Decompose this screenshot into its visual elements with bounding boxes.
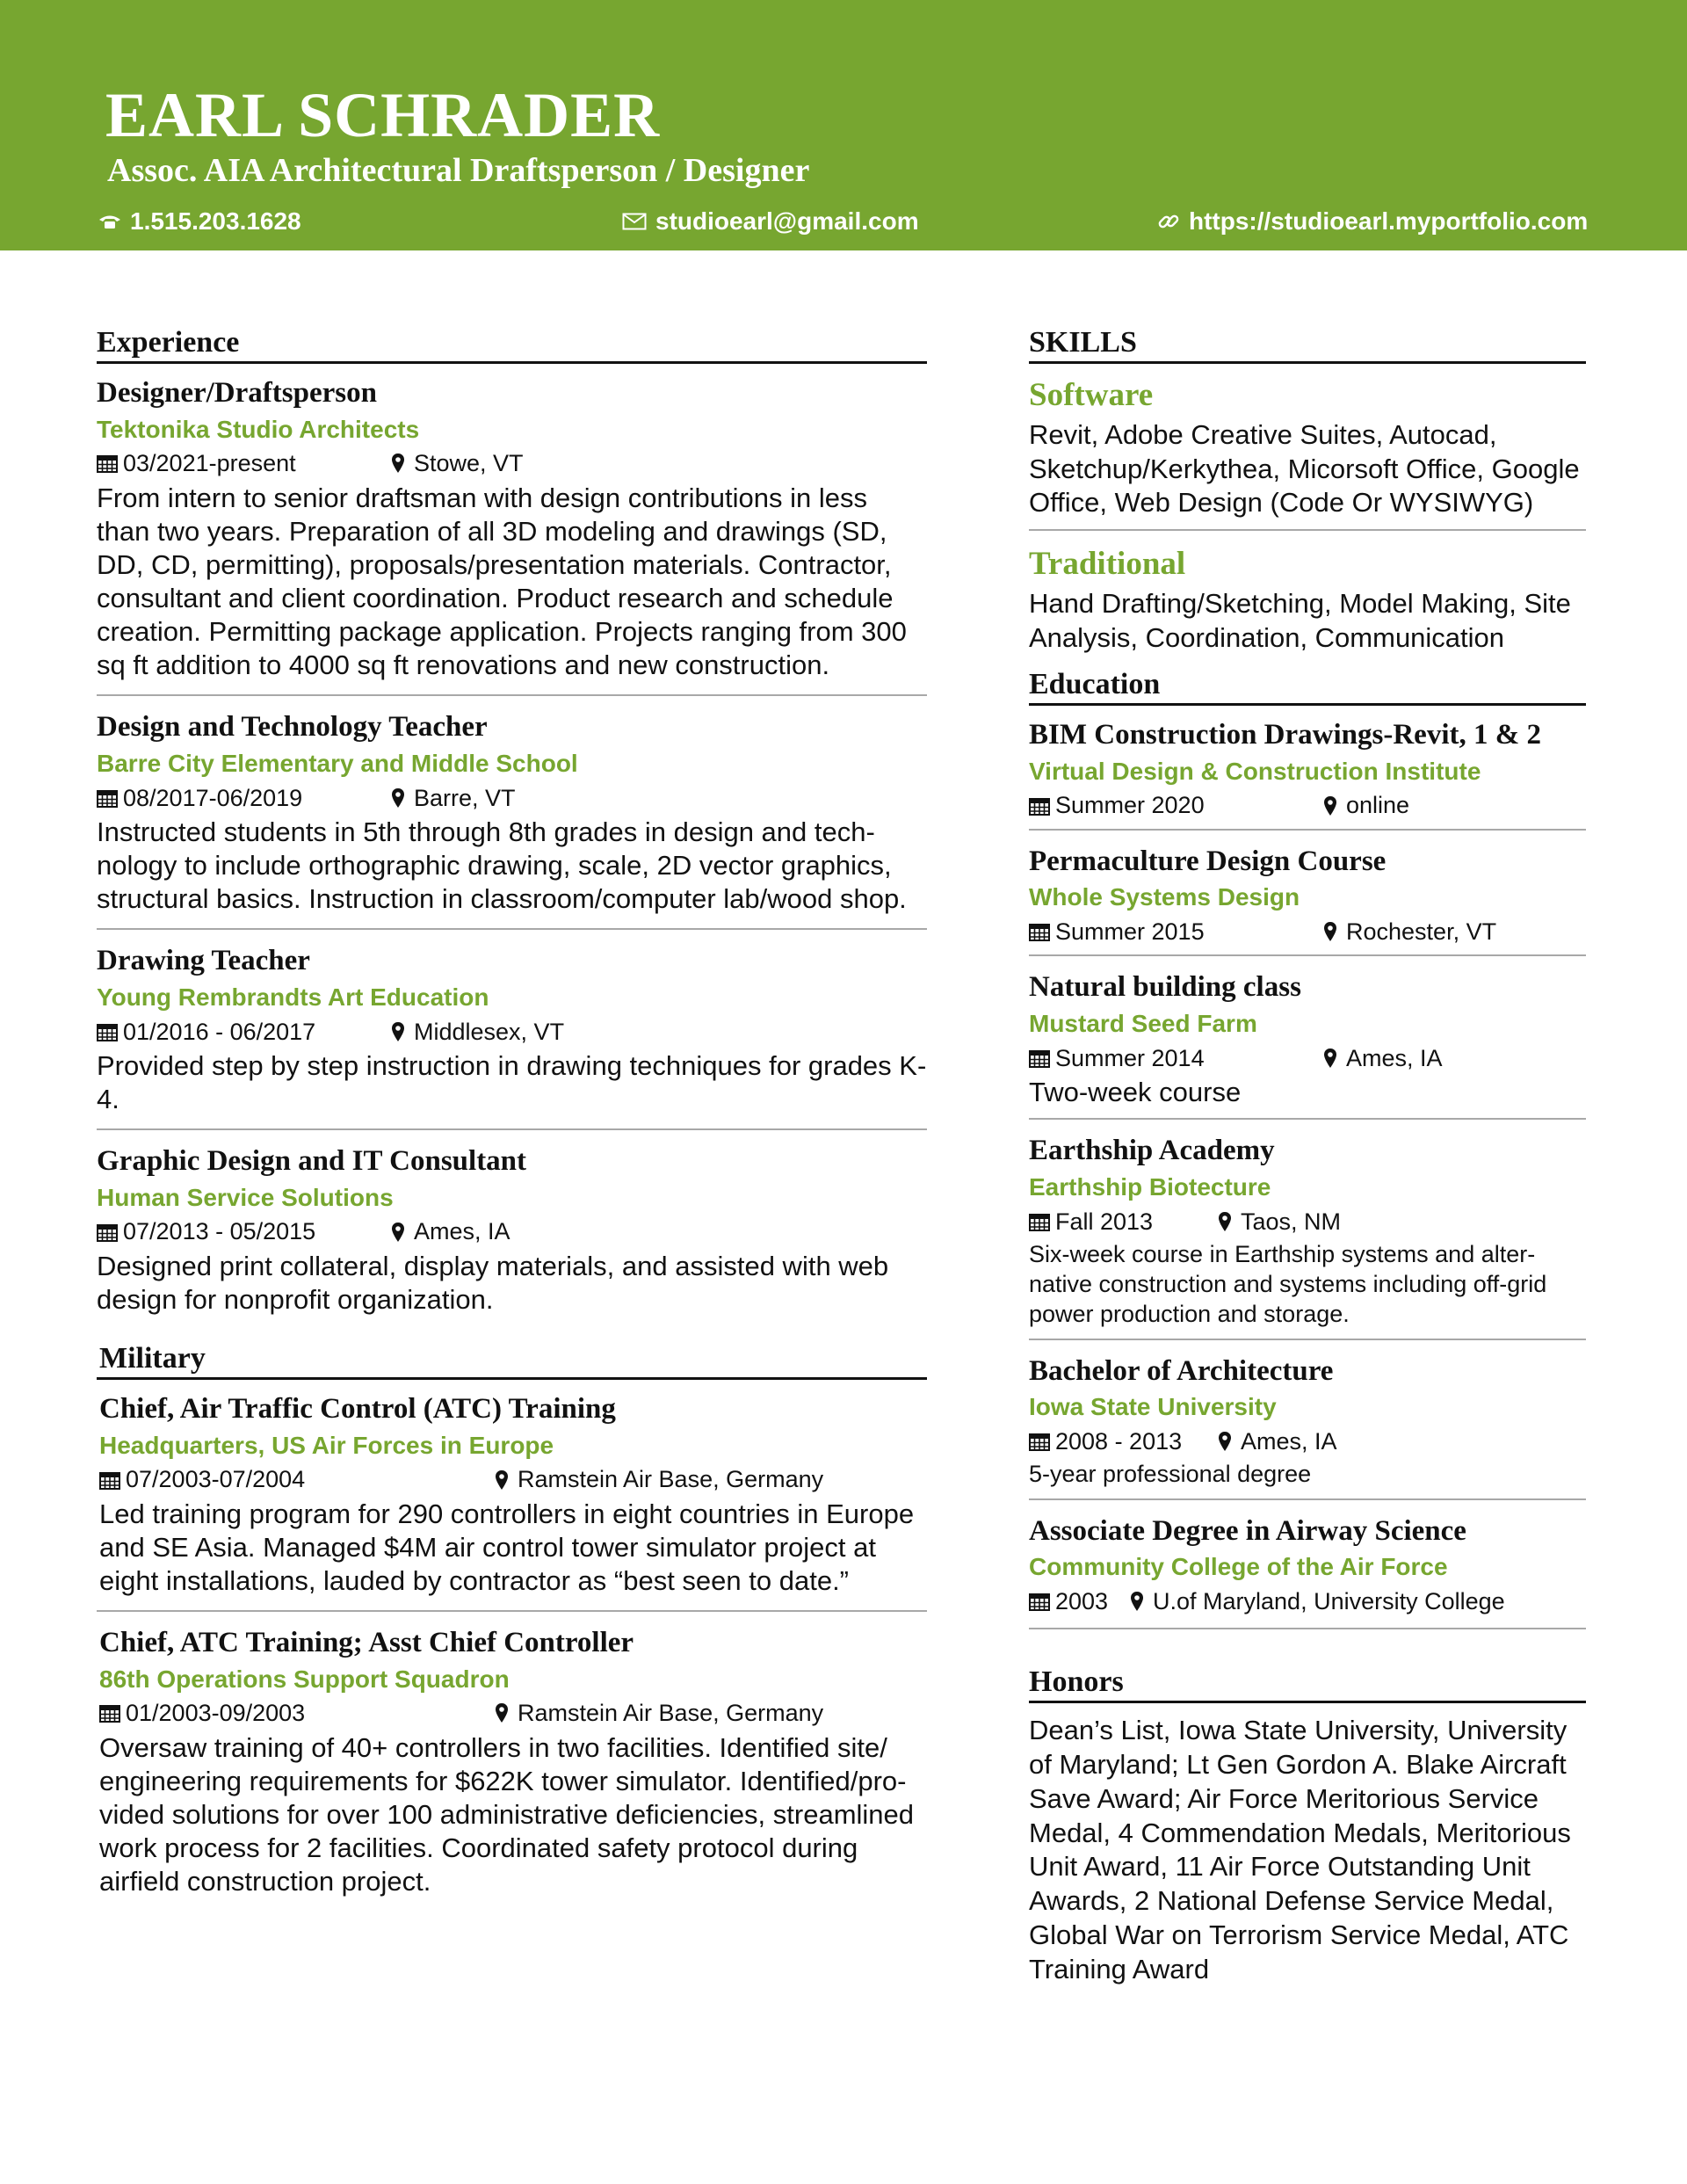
website-contact[interactable]: [1157, 209, 1588, 234]
course-meta: [1029, 791, 1586, 819]
course-date-group: [1029, 1208, 1218, 1236]
job-date: 03/2021-present: [123, 450, 296, 477]
map-pin-icon: [1130, 1591, 1144, 1612]
course-meta: [1029, 1044, 1586, 1072]
phone-icon: [98, 214, 121, 229]
job-date-group: [97, 1217, 391, 1245]
job-organization: Human Service Solutions: [97, 1183, 394, 1211]
experience-heading: Experience: [97, 325, 927, 364]
experience-entry: [97, 376, 927, 696]
calendar-icon: [97, 1223, 118, 1242]
course-date: Fall 2013: [1055, 1208, 1154, 1235]
map-pin-icon: [1218, 1211, 1232, 1232]
job-description: Designed print collateral, display materials, and assisted with web design for nonprofit organization.: [97, 1250, 889, 1315]
calendar-icon: [1029, 1592, 1050, 1611]
education-entry: [1029, 718, 1586, 831]
experience-entry: [97, 1144, 927, 1329]
job-title: Chief, Air Traffic Control (ATC) Training: [99, 1393, 616, 1426]
job-description: Oversaw training of 40+ controllers in two facilities. Identified site/ engineering requirements for $622K tower simulator. Identified/pro-vided solutions for over 100 administrative deficiencies, streamlined work process for 2 facilities. Coordinated safety protocol during airfield construction project.: [99, 1731, 915, 1897]
job-description: Provided step by step instruction in drawing techniques for grades K-4.: [97, 1049, 927, 1115]
job-organization: Headquarters, US Air Forces in Europe: [99, 1431, 554, 1459]
left-column: [97, 325, 927, 1925]
degree-date-group: [1029, 1427, 1218, 1455]
course-title: Earthship Academy: [1029, 1135, 1275, 1167]
course-title: Natural building class: [1029, 971, 1301, 1004]
skills-heading: SKILLS: [1029, 325, 1586, 364]
course-location: Taos, NM: [1241, 1208, 1342, 1235]
job-date-group: [99, 1465, 495, 1493]
degree-date: 2008 - 2013: [1055, 1427, 1183, 1455]
education-entry: [1029, 845, 1586, 957]
skills-traditional: [1029, 545, 1586, 655]
calendar-icon: [97, 453, 118, 473]
degree-title: Associate Degree in Airway Science: [1029, 1514, 1466, 1547]
email-link[interactable]: studioearl@gmail.com: [655, 207, 919, 235]
job-meta: [99, 1465, 927, 1493]
job-description: Instructed students in 5th through 8th grades in design and tech-nology to include orthographic drawing, scale, 2D vector graphics, structural basics. Instruction in classroom/computer lab/wood shop.: [97, 816, 907, 915]
envelope-icon: [622, 213, 647, 230]
calendar-icon: [1029, 1048, 1050, 1068]
skills-software: [1029, 376, 1586, 531]
education-entry: [1029, 970, 1586, 1120]
job-location: Ramstein Air Base, Germany: [518, 1700, 824, 1727]
job-date: 01/2016 - 06/2017: [123, 1018, 316, 1045]
calendar-icon: [1029, 1432, 1050, 1451]
job-title: Chief, ATC Training; Asst Chief Controller: [99, 1627, 634, 1659]
map-pin-icon: [391, 1021, 405, 1042]
course-meta: [1029, 918, 1586, 946]
institution: Mustard Seed Farm: [1029, 1009, 1257, 1037]
job-title: Graphic Design and IT Consultant: [97, 1145, 527, 1178]
degree-meta: [1029, 1587, 1586, 1615]
military-entry: [97, 1626, 927, 1911]
job-organization: 86th Operations Support Squadron: [99, 1665, 510, 1693]
honors-text: Dean’s List, Iowa State University, University of Maryland; Lt Gen Gordon A. Blake Aircraft Save Award; Air Force Meritorious Service Medal, 4 Commendation Medals, Meritorious Unit Award, 11 Air Force Outstanding Unit Awards, 2 National Defense Service Medal, Global War on Terrorism Service Medal, ATC Training Award: [1029, 1715, 1571, 1984]
degree-location: U.of Maryland, University College: [1153, 1587, 1505, 1614]
course-location: Ames, IA: [1346, 1044, 1443, 1071]
software-heading: Software: [1029, 377, 1154, 414]
degree-meta: [1029, 1427, 1586, 1455]
job-location-group: [391, 449, 524, 477]
course-date: Summer 2014: [1055, 1044, 1205, 1071]
military-heading: Military: [97, 1341, 927, 1380]
candidate-name: EARL SCHRADER: [105, 80, 661, 150]
honors-heading: Honors: [1029, 1665, 1586, 1703]
map-pin-icon: [1218, 1431, 1232, 1452]
traditional-list: Hand Drafting/Sketching, Model Making, Site Analysis, Coordination, Communication: [1029, 588, 1571, 653]
job-date: 07/2013 - 05/2015: [123, 1218, 316, 1245]
course-location-group: [1323, 918, 1496, 946]
map-pin-icon: [1323, 921, 1337, 942]
phone-number: 1.515.203.1628: [130, 207, 301, 235]
education-entry: [1029, 1354, 1586, 1500]
website-link[interactable]: https://studioearl.myportfolio.com: [1189, 207, 1589, 235]
course-date-group: [1029, 791, 1323, 819]
software-list: Revit, Adobe Creative Suites, Autocad, Sketchup/Kerkythea, Micorsoft Office, Google Office, Web Design (Code Or WYSIWYG): [1029, 419, 1580, 519]
job-location-group: [495, 1465, 823, 1493]
job-date-group: [97, 784, 391, 812]
map-pin-icon: [1323, 1048, 1337, 1069]
resume-header: [0, 0, 1687, 250]
job-title: Design and Technology Teacher: [97, 711, 488, 744]
experience-entry: [97, 944, 927, 1130]
calendar-icon: [97, 1022, 118, 1041]
job-location: Middlesex, VT: [414, 1018, 565, 1045]
job-organization: Barre City Elementary and Middle School: [97, 750, 578, 778]
course-title: Permaculture Design Course: [1029, 845, 1387, 877]
job-location: Barre, VT: [414, 784, 516, 811]
link-icon: [1157, 210, 1180, 233]
candidate-title: Assoc. AIA Architectural Draftsperson / Designer: [107, 152, 810, 189]
map-pin-icon: [391, 453, 405, 474]
experience-entry: [97, 710, 927, 930]
institution: Iowa State University: [1029, 1393, 1277, 1421]
traditional-heading: Traditional: [1029, 545, 1186, 582]
map-pin-icon: [1323, 795, 1337, 816]
degree-description: 5-year professional degree: [1029, 1461, 1312, 1488]
phone-contact: [98, 209, 301, 234]
map-pin-icon: [391, 787, 405, 809]
email-contact[interactable]: [622, 209, 919, 234]
right-column: [1029, 325, 1586, 1986]
institution: Earthship Biotecture: [1029, 1172, 1271, 1201]
calendar-icon: [1029, 1212, 1050, 1231]
job-description: From intern to senior draftsman with design contributions in less than two years. Preparation of all 3D modeling and drawings (SD, DD, CD, permitting), proposals/presentation materials. Contractor, consultant and client coordination. Product research and schedule creation. Permitting package application. Projects ranging from 300 sq ft addition to 4000 sq ft renovations and new construction.: [97, 482, 907, 681]
job-location: Ramstein Air Base, Germany: [518, 1466, 824, 1493]
job-location-group: [391, 1217, 510, 1245]
degree-location-group: [1130, 1587, 1505, 1615]
degree-location: Ames, IA: [1241, 1427, 1337, 1455]
map-pin-icon: [495, 1702, 509, 1723]
job-date: 08/2017-06/2019: [123, 784, 303, 811]
education-entry: [1029, 1134, 1586, 1339]
job-organization: Young Rembrandts Art Education: [97, 983, 489, 1011]
degree-date-group: [1029, 1587, 1130, 1615]
job-date-group: [97, 1018, 391, 1046]
job-meta: [97, 449, 927, 477]
job-date: 07/2003-07/2004: [126, 1466, 306, 1493]
degree-date: 2003: [1055, 1587, 1109, 1614]
course-title: BIM Construction Drawings-Revit, 1 & 2: [1029, 719, 1541, 751]
course-location-group: [1323, 1044, 1443, 1072]
job-date-group: [99, 1699, 495, 1727]
job-meta: [97, 784, 927, 812]
course-date-group: [1029, 918, 1323, 946]
job-organization: Tektonika Studio Architects: [97, 415, 420, 443]
course-location-group: [1323, 791, 1409, 819]
course-description: Two-week course: [1029, 1076, 1242, 1107]
job-date-group: [97, 449, 391, 477]
course-date: Summer 2015: [1055, 918, 1205, 945]
course-location: online: [1346, 792, 1410, 819]
job-meta: [99, 1699, 927, 1727]
job-description: Led training program for 290 controllers in eight countries in Europe and SE Asia. Managed $4M air control tower simulator project at eight installations, lauded by contractor as “best seen to date.”: [99, 1498, 915, 1596]
job-meta: [97, 1217, 927, 1245]
course-date-group: [1029, 1044, 1323, 1072]
map-pin-icon: [495, 1469, 509, 1491]
job-location-group: [495, 1699, 823, 1727]
institution: Whole Systems Design: [1029, 883, 1300, 911]
course-description: Six-week course in Earthship systems and alter-native construction and systems including off-grid power production and storage.: [1029, 1240, 1547, 1328]
degree-title: Bachelor of Architecture: [1029, 1354, 1334, 1387]
job-title: Designer/Draftsperson: [97, 377, 377, 410]
job-meta: [97, 1018, 927, 1046]
job-date: 01/2003-09/2003: [126, 1700, 306, 1727]
military-entry: [97, 1392, 927, 1612]
course-meta: [1029, 1208, 1586, 1236]
degree-location-group: [1218, 1427, 1337, 1455]
education-entry: [1029, 1514, 1586, 1630]
calendar-icon: [97, 788, 118, 808]
education-heading: Education: [1029, 667, 1586, 706]
map-pin-icon: [391, 1222, 405, 1243]
course-location: Rochester, VT: [1346, 918, 1497, 945]
calendar-icon: [99, 1470, 120, 1490]
calendar-icon: [1029, 922, 1050, 941]
course-location-group: [1218, 1208, 1341, 1236]
course-date: Summer 2020: [1055, 792, 1205, 819]
job-location: Ames, IA: [414, 1218, 510, 1245]
job-location-group: [391, 784, 516, 812]
job-location: Stowe, VT: [414, 450, 524, 477]
job-location-group: [391, 1018, 564, 1046]
calendar-icon: [1029, 796, 1050, 816]
job-title: Drawing Teacher: [97, 945, 310, 977]
institution: Community College of the Air Force: [1029, 1553, 1448, 1581]
institution: Virtual Design & Construction Institute: [1029, 757, 1481, 785]
calendar-icon: [99, 1703, 120, 1723]
